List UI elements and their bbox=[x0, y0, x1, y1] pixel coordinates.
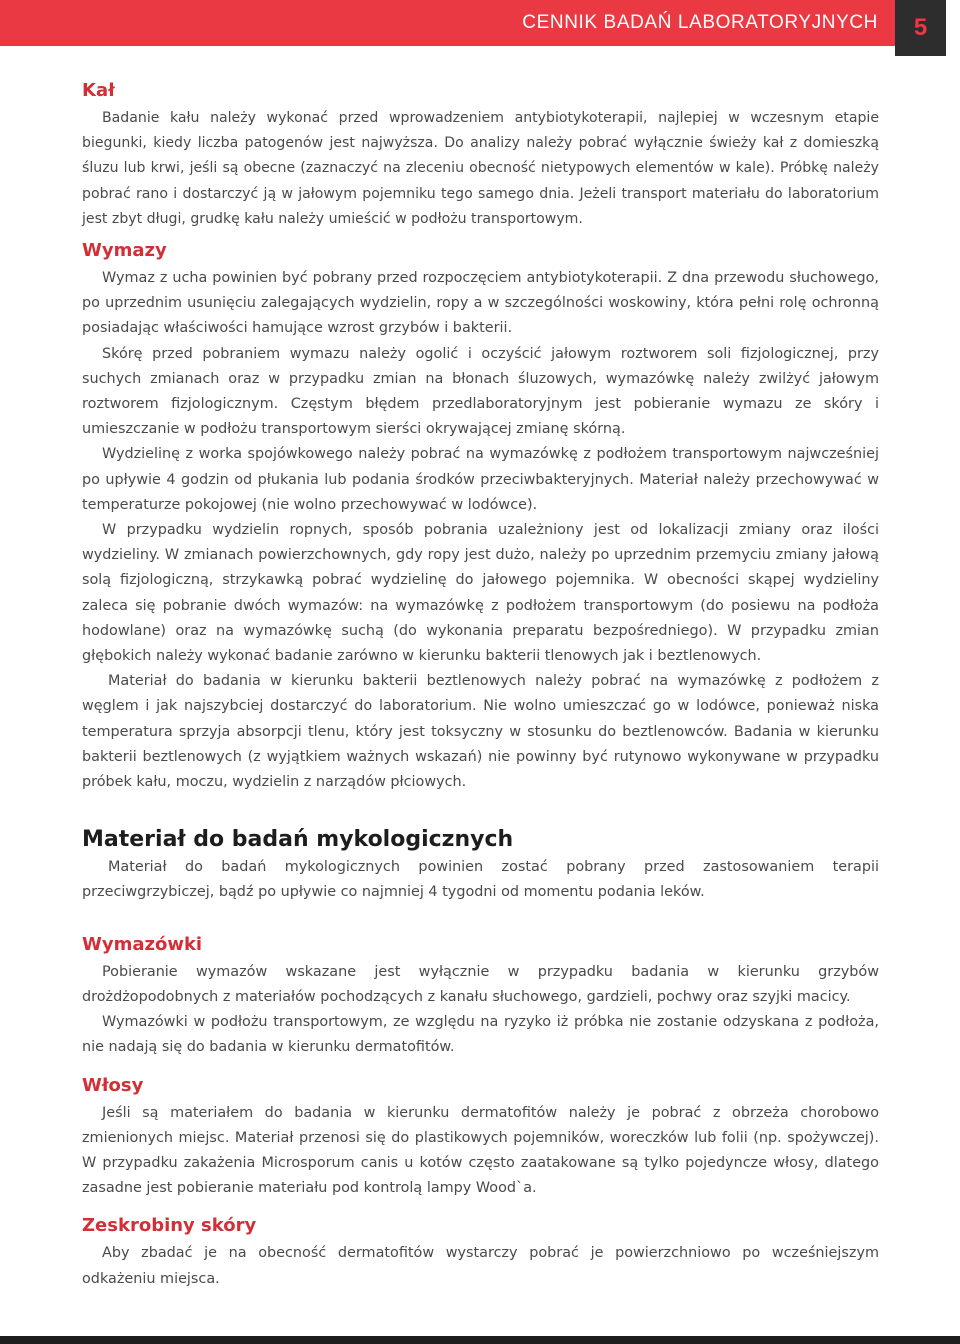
paragraph-wymazy-2: Skórę przed pobraniem wymazu należy ogolić i oczyścić jałowym roztworem soli fizjologicznej, przy suchych zmianach oraz w przypadku zmian na błonach śluzowych, wymazówkę należy zwilżyć jałowym roztworem fizjologicznym. Częstym błędem przedlaboratoryjnym jest pobieranie wymazu ze skóry i umieszczanie w podłożu transportowym sierści okrywającej zmianę skórną. bbox=[82, 345, 879, 438]
page-number-box bbox=[895, 0, 946, 56]
page-number: 5 bbox=[913, 14, 928, 41]
paragraph-wymazy-3: Wydzielinę z worka spojówkowego należy pobrać na wymazówkę z podłożem transportowym najwcześniej po upływie 4 godzin od płukania lub podania środków przeciwbakteryjnych. Materiał należy przechowywać w temperaturze pokojowej (nie wolno przechowywać w lodówce). bbox=[82, 446, 879, 513]
heading-kal: Kał bbox=[82, 80, 115, 101]
section-title-mykologia: Materiał do badań mykologicznych bbox=[82, 827, 514, 853]
paragraph-kal-1: Badanie kału należy wykonać przed wprowadzeniem antybiotykoterapii, najlepiej w wczesnym etapie biegunki, kiedy liczba patogenów jest najwyższa. Do analizy należy pobrać wyłącznie świeży kał z domieszką śluzu lub krwi, jeśli są obecne (zaznaczyć na zleceniu obecność nietypowych elementów w kale). Próbkę należy pobrać rano i dostarczyć ją w jałowym pojemniku tego samego dnia. Jeżeli transport materiału do laboratorium jest zbyt długi, grudkę kału należy umieścić w podłożu transportowym. bbox=[82, 110, 879, 227]
paragraph-wymazowki-1: Pobieranie wymazów wskazane jest wyłącznie w przypadku badania w kierunku grzybów drożdżopodobnych z materiałów pochodzących z kanału słuchowego, gardzieli, pochwy oraz szyjki macicy. bbox=[82, 963, 879, 1005]
bottom-bar bbox=[0, 1336, 960, 1344]
paragraph-wymazy-5: Materiał do badania w kierunku bakterii beztlenowych należy pobrać na wymazówkę z podłożem z węglem i jak najszybciej dostarczyć do laboratorium. Nie wolno umieszczać go w lodówce, ponieważ niska temperatura sprzyja absorpcji tlenu, który jest toksyczny w stosunku do beztlenowców. Badania w kierunku bakterii beztlenowych (z wyjątkiem ważnych wskazań) nie powinny być rutynowo wykonywane w przypadku próbek kału, moczu, wydzielin z narządów płciowych. bbox=[82, 673, 879, 791]
paragraph-wymazy-1: Wymaz z ucha powinien być pobrany przed rozpoczęciem antybiotykoterapii. Z dna przewodu słuchowego, po uprzednim usunięciu zalegających wydzielin, ropy a w szczególności woskowiny, która pełni rolę ochronną posiadając właściwości hamujące wzrost grzybów i bakterii. bbox=[82, 270, 879, 337]
paragraph-wymazy-4: W przypadku wydzielin ropnych, sposób pobrania uzależniony jest od lokalizacji zmiany oraz ilości wydzieliny. W zmianach powierzchownych, gdy ropy jest dużo, należy po uprzednim przemyciu zmiany jałową solą fizjologiczną, strzykawką pobrać wydzielinę do jałowego pojemnika. W obecności skąpej wydzieliny zaleca się pobranie dwóch wymazów: na wymazówkę z podłożem transportowym (do posiewu na podłoża hodowlane) oraz na wymazówkę suchą (do wykonania preparatu bezpośredniego). W przypadku zmian głębokich należy wykonać badanie zarówno w kierunku bakterii tlenowych jak i beztlenowych. bbox=[82, 522, 879, 665]
paragraph-wymazowki-2: Wymazówki w podłożu transportowym, ze względu na ryzyko iż próbka nie zostanie odzyskana z podłoża, nie nadają się do badania w kierunku dermatofitów. bbox=[82, 1014, 879, 1056]
page-content bbox=[82, 76, 879, 1292]
heading-wlosy: Włosy bbox=[82, 1074, 144, 1096]
paragraph-zeskrobiny-1: Aby zbadać je na obecność dermatofitów wystarczy pobrać je powierzchniowo po wcześniejszym odkażeniu miejsca. bbox=[82, 1245, 879, 1287]
header-title: CENNIK BADAŃ LABORATORYJNYCH bbox=[522, 12, 878, 33]
paragraph-wlosy-1: Jeśli są materiałem do badania w kierunku dermatofitów należy je pobrać z obrzeża chorobowo zmienionych miejsc. Materiał przenosi się do plastikowych pojemników, woreczków lub folii (np. spożywczej). W przypadku zakażenia Microsporum canis u kotów często zaatakowane są tylko pojedyncze włosy, dlatego zasadne jest pobieranie materiału pod kontrolą lampy Wood`a. bbox=[82, 1104, 879, 1197]
heading-wymazy: Wymazy bbox=[82, 240, 167, 262]
heading-zeskrobiny: Zeskrobiny skóry bbox=[82, 1215, 257, 1237]
heading-wymazowki: Wymazówki bbox=[82, 933, 203, 955]
paragraph-mykologia-1: Materiał do badań mykologicznych powinien zostać pobrany przed zastosowaniem terapii przeciwgrzybiczej, bądź po upływie co najmniej 4 tygodni od momentu podania leków. bbox=[82, 859, 879, 901]
